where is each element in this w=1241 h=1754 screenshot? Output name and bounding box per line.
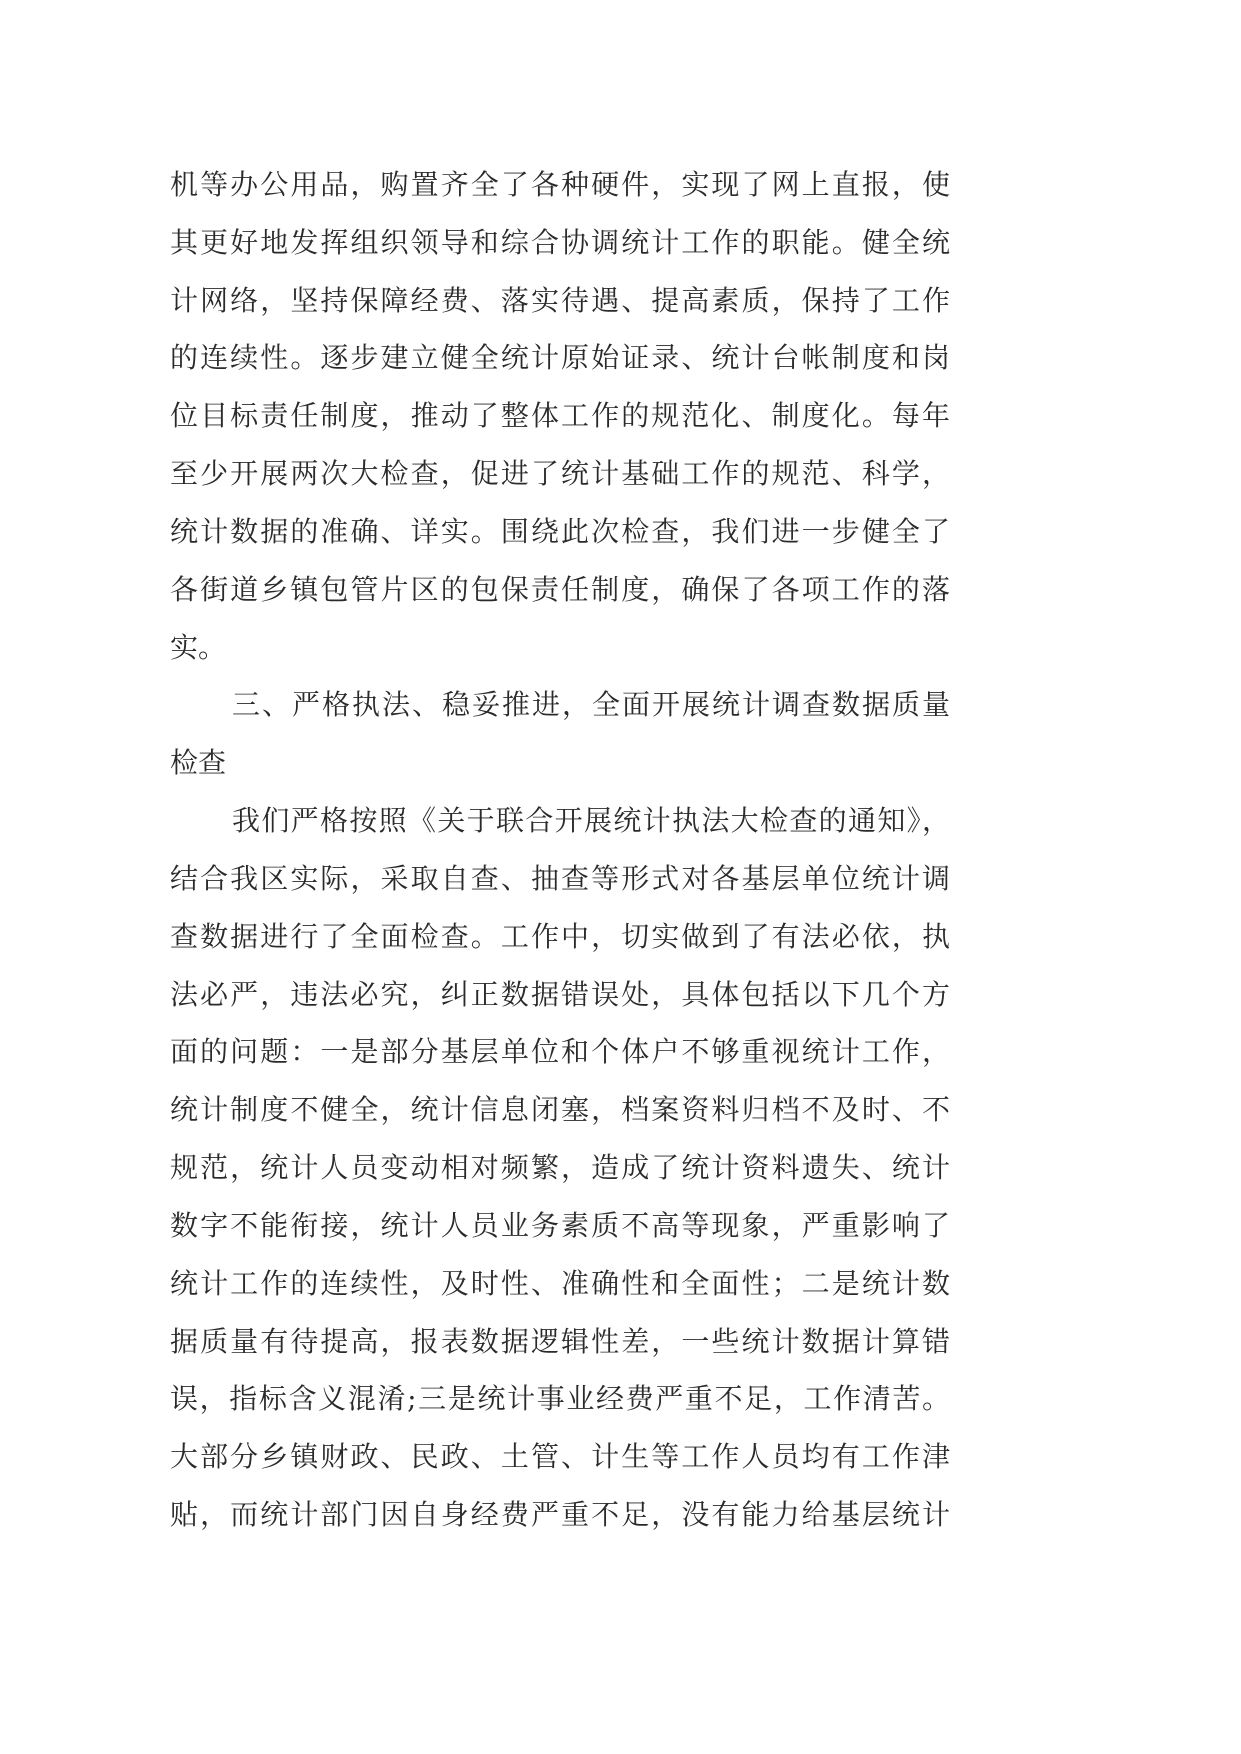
text-line: 实。 xyxy=(170,630,227,664)
text-line: 数字不能衔接，统计人员业务素质不高等现象，严重影响了 xyxy=(170,1208,950,1242)
text-line: 的连续性。逐步建立健全统计原始证录、统计台帐制度和岗 xyxy=(170,341,950,375)
text-line: 至少开展两次大检查，促进了统计基础工作的规范、科学， xyxy=(170,457,950,491)
paragraph xyxy=(170,792,950,1544)
text-line: 我们严格按照《关于联合开展统计执法大检查的通知》， xyxy=(232,804,950,838)
text-line: 法必严，违法必究，纠正数据错误处，具体包括以下几个方 xyxy=(170,977,950,1011)
section-heading-line: 三、严格执法、稳妥推进，全面开展统计调查数据质量 xyxy=(232,688,950,722)
text-line: 计网络，坚持保障经费、落实待遇、提高素质，保持了工作 xyxy=(170,283,950,317)
text-line: 贴，而统计部门因自身经费严重不足，没有能力给基层统计 xyxy=(170,1498,950,1532)
text-line: 面的问题：一是部分基层单位和个体户不够重视统计工作， xyxy=(170,1035,950,1069)
text-line: 各街道乡镇包管片区的包保责任制度，确保了各项工作的落 xyxy=(170,572,950,606)
text-line: 结合我区实际，采取自查、抽查等形式对各基层单位统计调 xyxy=(170,861,950,895)
text-line: 规范，统计人员变动相对频繁，造成了统计资料遗失、统计 xyxy=(170,1151,950,1185)
section-heading xyxy=(170,676,950,792)
text-line: 大部分乡镇财政、民政、土管、计生等工作人员均有工作津 xyxy=(170,1440,950,1474)
body-text xyxy=(170,156,950,1544)
text-line: 位目标责任制度，推动了整体工作的规范化、制度化。每年 xyxy=(170,399,950,433)
text-line: 误，指标含义混淆;三是统计事业经费严重不足，工作清苦。 xyxy=(170,1382,950,1416)
text-line: 查数据进行了全面检查。工作中，切实做到了有法必依，执 xyxy=(170,919,950,953)
text-line: 统计工作的连续性，及时性、准确性和全面性；二是统计数 xyxy=(170,1266,950,1300)
section-heading-line: 检查 xyxy=(170,746,227,780)
text-line: 统计制度不健全，统计信息闭塞，档案资料归档不及时、不 xyxy=(170,1093,950,1127)
text-line: 据质量有待提高，报表数据逻辑性差，一些统计数据计算错 xyxy=(170,1324,950,1358)
paragraph xyxy=(170,156,950,676)
text-line: 其更好地发挥组织领导和综合协调统计工作的职能。健全统 xyxy=(170,225,950,259)
text-line: 机等办公用品，购置齐全了各种硬件，实现了网上直报，使 xyxy=(170,168,950,201)
text-line: 统计数据的准确、详实。围绕此次检查，我们进一步健全了 xyxy=(170,514,950,548)
